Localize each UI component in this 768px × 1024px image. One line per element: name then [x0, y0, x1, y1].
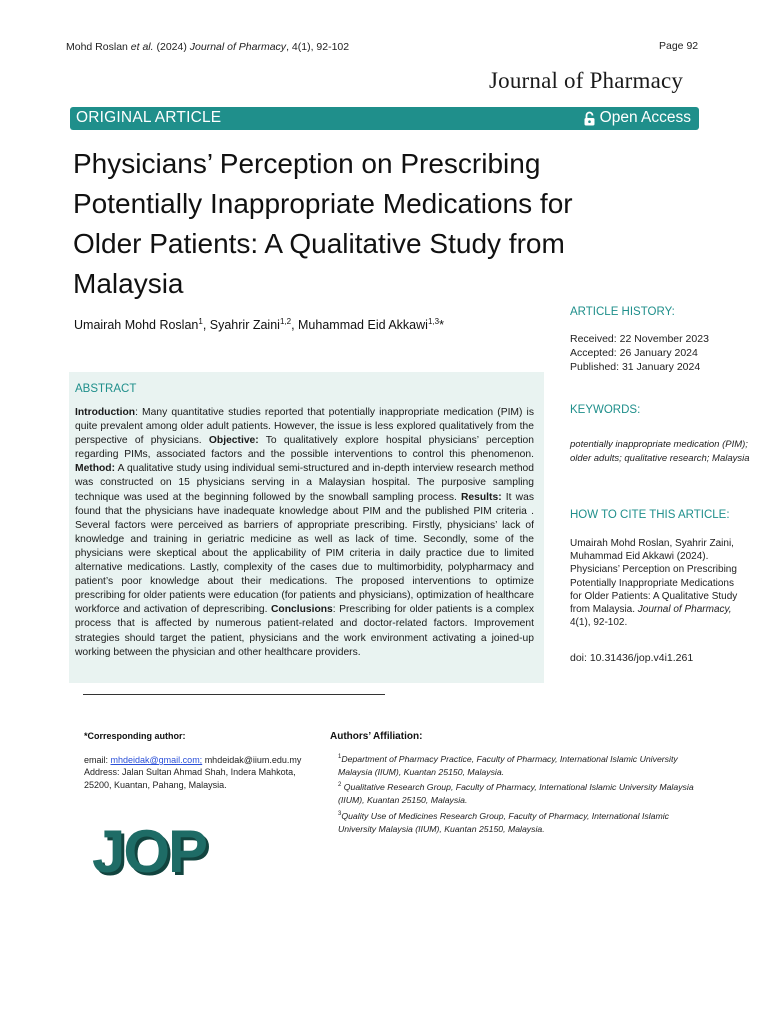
author-affil: 1,2 — [279, 317, 292, 326]
how-to-cite-heading: HOW TO CITE THIS ARTICLE: — [570, 509, 730, 521]
header-journal: Journal of Pharmacy — [189, 41, 287, 53]
published-date: Published: 31 January 2024 — [570, 361, 701, 373]
author-name: Syahrir Zaini — [209, 318, 280, 333]
author-name: Muhammad Eid Akkawi — [298, 318, 428, 333]
open-access-badge[interactable] — [583, 109, 691, 127]
article-type-label: ORIGINAL ARTICLE — [76, 109, 222, 126]
abstract-heading: ABSTRACT — [75, 383, 137, 395]
journal-logo: JOP — [92, 818, 207, 885]
header-etal: et al. — [130, 41, 154, 53]
author-affil: 1,3 — [427, 317, 440, 326]
keywords: potentially inappropriate medication (PIM); older adults; qualitative research; Malaysia — [570, 439, 750, 464]
header-volume: , 4(1), 92-102 — [286, 41, 350, 53]
author-list: Umairah Mohd Roslan$^1$, Syahrir Zaini$^{1,2}$, Muhammad Eid Akkawi$^{1,3}$* — [74, 317, 444, 333]
doi-link[interactable]: doi: 10.31436/jop.v4i1.261 — [570, 652, 694, 664]
page-number: Page 92 — [659, 40, 699, 52]
author-affil: 1 — [198, 317, 203, 326]
accepted-date: Accepted: 26 January 2024 — [570, 347, 698, 359]
article-history — [570, 332, 709, 374]
affiliation-item: $^2$ Qualitative Research Group, Faculty of Pharmacy, International Islamic University Malaysia (IIUM), Kuantan 25150, Malaysia. — [338, 782, 694, 806]
article-type-banner — [70, 107, 699, 130]
address: Address: Jalan Sultan Ahmad Shah, Indera Mahkota, 25200, Kuantan, Pahang, Malaysia. — [84, 767, 296, 790]
open-access-label: Open Access — [599, 109, 691, 126]
corresponding-author-details: email: mhdeidak@gmail.com; mhdeidak@iium.edu.my Address: Jalan Sultan Ahmad Shah, Indera Mahkota, 25200, Kuantan, Pahang, Malaysia. — [84, 754, 314, 791]
email-secondary: mhdeidak@iium.edu.my — [202, 755, 302, 765]
header-authors: Mohd Roslan — [66, 41, 128, 53]
affiliation-heading: Authors’ Affiliation: — [330, 731, 423, 742]
article-title: Physicians’ Perception on Prescribing Potentially Inappropriate Medications for Older Patients: A Qualitative Study from Malaysia — [73, 148, 573, 299]
abstract-box — [69, 372, 544, 683]
affiliation-list — [338, 751, 708, 836]
journal-name: Journal of Pharmacy — [489, 68, 684, 93]
author-name: Umairah Mohd Roslan — [74, 318, 199, 333]
corresponding-author-heading: *Corresponding author: — [84, 731, 186, 741]
header-year: (2024) — [156, 41, 187, 53]
affiliation-item: $^1$Department of Pharmacy Practice, Faculty of Pharmacy, International Islamic University Malaysia (IIUM), Kuantan 25150, Malaysia. — [338, 753, 678, 778]
running-header-citation — [66, 41, 349, 53]
received-date: Received: 22 November 2023 — [570, 333, 709, 345]
footnote-divider — [83, 694, 385, 695]
how-to-cite: Umairah Mohd Roslan, Syahrir Zaini, Muhammad Eid Akkawi (2024). Physicians’ Perception on Prescribing Potentially Inappropriate Medications for Older Patients: A Qualitative Study from Malaysia. Journal of Pharmacy, 4(1), 92-102. — [570, 538, 738, 629]
open-access-lock-icon — [583, 111, 596, 126]
keywords-heading: KEYWORDS: — [570, 404, 641, 416]
affiliation-item: $^3$Quality Use of Medicines Research Group, Faculty of Pharmacy, International Islamic University Malaysia (IIUM), Kuantan 25150, Malaysia. — [338, 810, 670, 834]
article-history-heading: ARTICLE HISTORY: — [570, 306, 675, 318]
abstract-body: Introduction: Many quantitative studies reported that potentially inappropriate medication (PIM) is quite prevalent among older adult patients. However, the issue is less explored qualitatively from the perspective of physicians. Objective: To qualitatively explore hospital physicians’ perception regarding PIMs, associated factors and the possible interventions to control this phenomenon. Method: A qualitative study using individual semi-structured and in-depth interview research method was constructed on 15 physicians serving in a Malaysian hospital. The purposive sampling technique was used at the beginning followed by the snowball sampling process. Results: It was found that the physicians have inadequate knowledge about PIM and the published PIM criteria . Several factors were perceived as barriers of appropriate prescribing. Firstly, physicians’ lack of knowledge and training in geriatric medicine as well as lack of time. Secondly, some of the physicians were skeptical about the applicability of PIM criteria in daily practice due to limited alternative medications. Lastly, complexity of the cases due to multimorbidity, polypharmacy and patient’s poor knowledge about their medications. The proposed interventions to optimize prescribing for older patients were education (for patients and physicians), optimization of healthcare workforce and activation of deprescribing. Conclusions: Prescribing for older patients is a complex process that is affected by numerous patient-related and doctor-related factors. Improvement strategies should target the patient, physicians and the work environment activating a joined-up working between the physician and other healthcare providers. — [75, 407, 534, 658]
email-link[interactable]: mhdeidak@gmail.com; — [110, 755, 203, 765]
